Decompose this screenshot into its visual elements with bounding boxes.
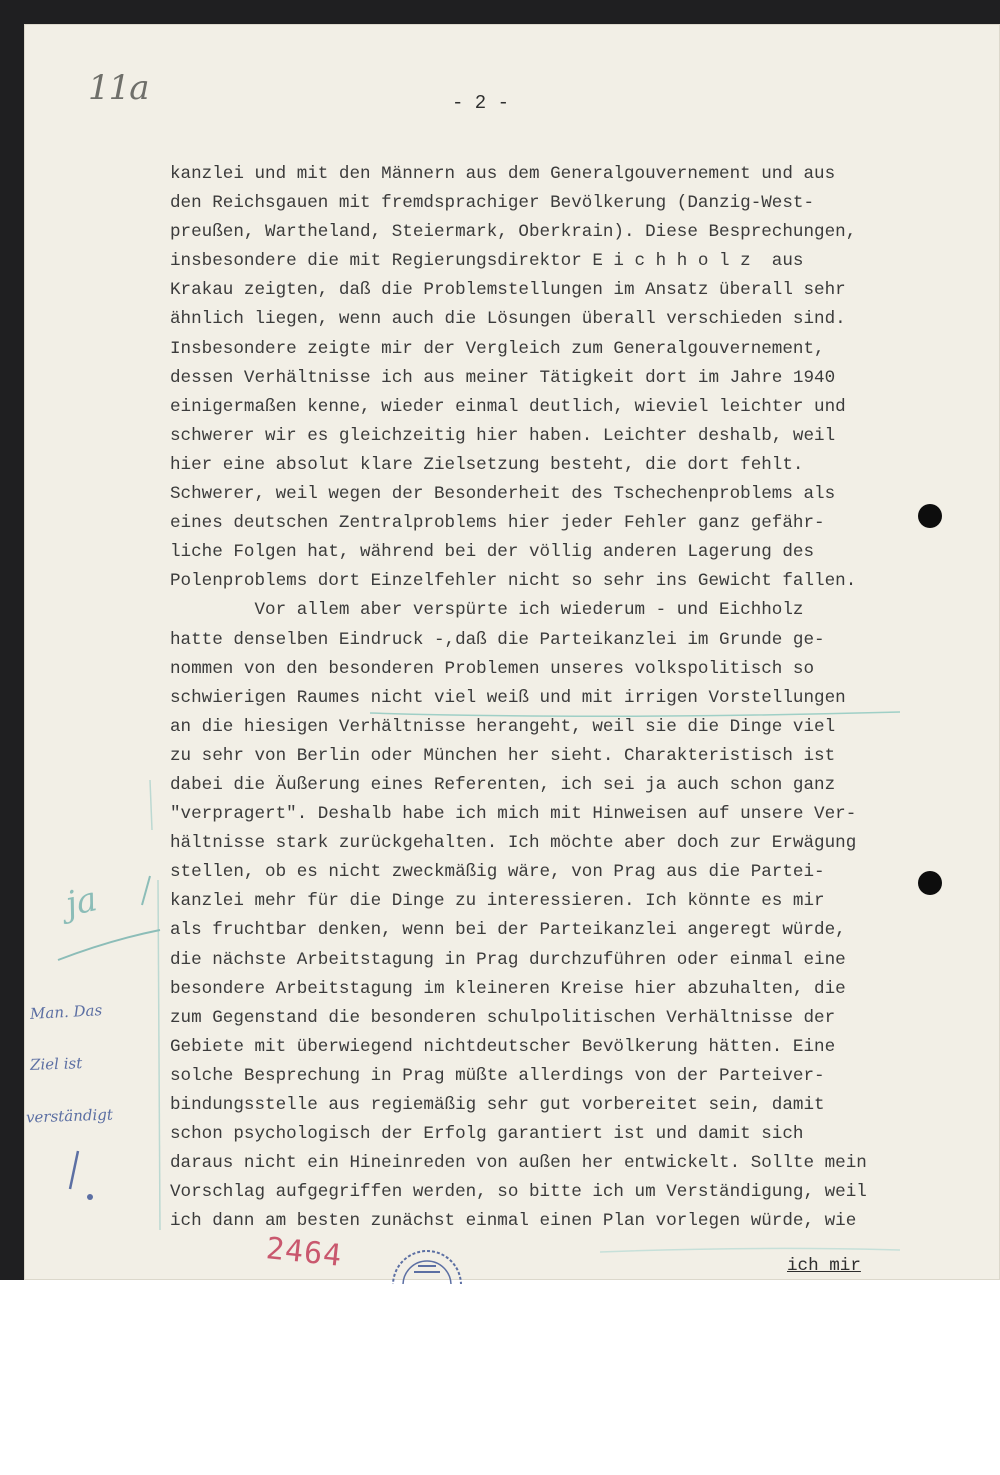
typewritten-body (170, 160, 867, 1236)
text-line: Schwerer, weil wegen der Besonderheit des Tschechenproblems als (170, 484, 836, 505)
text-line: Insbesondere zeigte mir der Vergleich zum Generalgouvernement, (170, 338, 825, 359)
text-line: ähnlich liegen, wenn auch die Lösungen überall verschieden sind. (170, 309, 846, 330)
text-line: kanzlei und mit den Männern aus dem Generalgouvernement und aus (170, 164, 836, 184)
text-line: eines deutschen Zentralproblems hier jeder Fehler ganz gefähr- (170, 513, 825, 534)
text-line: daraus nicht ein Hineinreden von außen her entwickelt. Sollte mein (170, 1153, 867, 1174)
text-line: preußen, Wartheland, Steiermark, Oberkrain). Diese Besprechungen, (170, 222, 857, 243)
text-line: insbesondere die mit Regierungsdirektor E i c h h o l z aus (170, 251, 804, 272)
punch-hole (918, 871, 942, 895)
text-line: kanzlei mehr für die Dinge zu interessieren. Ich könnte es mir (170, 891, 825, 912)
punch-hole (918, 504, 942, 528)
text-line: ich dann am besten zunächst einmal einen Plan vorlegen würde, wie (170, 1211, 857, 1232)
catchword: ich mir (787, 1256, 861, 1276)
text-line: schon psychologisch der Erfolg garantiert ist und damit sich (170, 1124, 804, 1145)
text-line: liche Folgen hat, während bei der völlig anderen Lagerung des (170, 542, 815, 563)
text-line: schwierigen Raumes nicht viel weiß und mit irrigen Vorstellungen (170, 687, 846, 708)
handwritten-exclamation-mark (60, 1145, 110, 1215)
text-line: nommen von den besonderen Problemen unseres volkspolitisch so (170, 658, 815, 679)
text-line: dessen Verhältnisse ich aus meiner Tätigkeit dort im Jahre 1940 (170, 367, 836, 388)
text-line: stellen, ob es nicht zweckmäßig wäre, von Prag aus die Partei- (170, 862, 825, 883)
margin-note-handwritten: Ziel ist (29, 1054, 83, 1074)
text-line: die nächste Arbeitstagung in Prag durchzuführen oder einmal eine (170, 949, 846, 970)
page-number: - 2 - (452, 92, 510, 114)
text-line: hier eine absolut klare Zielsetzung besteht, die dort fehlt. (170, 454, 804, 475)
text-line: Polenproblems dort Einzelfehler nicht so sehr ins Gewicht fallen. (170, 571, 857, 592)
margin-note-handwritten: verständigt (25, 1105, 114, 1127)
text-line: besondere Arbeitstagung im kleineren Kreise hier abzuhalten, die (170, 978, 846, 999)
text-line: hältnisse stark zurückgehalten. Ich möchte aber doch zur Erwägung (170, 833, 857, 854)
text-line: schwerer wir es gleichzeitig hier haben. Leichter deshalb, weil (170, 425, 836, 446)
text-line: Gebiete mit überwiegend nichtdeutscher Bevölkerung hätten. Eine (170, 1036, 836, 1057)
text-line: bindungsstelle aus regiemäßig sehr gut vorbereitet sein, damit (170, 1095, 825, 1115)
text-line: als fruchtbar denken, wenn bei der Parteikanzlei angeregt würde, (170, 920, 846, 941)
round-archive-stamp (386, 1244, 468, 1284)
text-line: Krakau zeigten, daß die Problemstellungen im Ansatz überall sehr (170, 280, 846, 301)
text-line: den Reichsgauen mit fremdsprachiger Bevölkerung (Danzig-West- (170, 193, 815, 214)
text-line: an die hiesigen Verhältnisse herangeht, weil sie die Dinge viel (170, 716, 836, 737)
margin-note-handwritten: Man. Das (29, 1001, 103, 1023)
text-line: dabei die Äußerung eines Referenten, ich sei ja auch schon ganz (170, 774, 836, 795)
text-line: zum Gegenstand die besonderen schulpolitischen Verhältnisse der (170, 1007, 836, 1028)
text-line: einigermaßen kenne, wieder einmal deutlich, wieviel leichter und (170, 396, 846, 417)
red-stamp-number: 2464 (264, 1231, 344, 1274)
text-line: solche Besprechung in Prag müßte allerdings von der Parteiver- (170, 1065, 825, 1086)
text-line: zu sehr von Berlin oder München her sieht. Charakteristisch ist (170, 745, 836, 766)
margin-note-ja: ja (62, 879, 101, 925)
folio-mark: 11a (88, 68, 149, 108)
text-line: hatte denselben Eindruck -,daß die Parteikanzlei im Grunde ge- (170, 629, 825, 650)
text-line: Vorschlag aufgegriffen werden, so bitte ich um Verständigung, weil (170, 1182, 867, 1203)
text-line: "verpragert". Deshalb habe ich mich mit Hinweisen auf unsere Ver- (170, 804, 857, 825)
text-line: Vor allem aber verspürte ich wiederum - und Eichholz (170, 600, 804, 621)
